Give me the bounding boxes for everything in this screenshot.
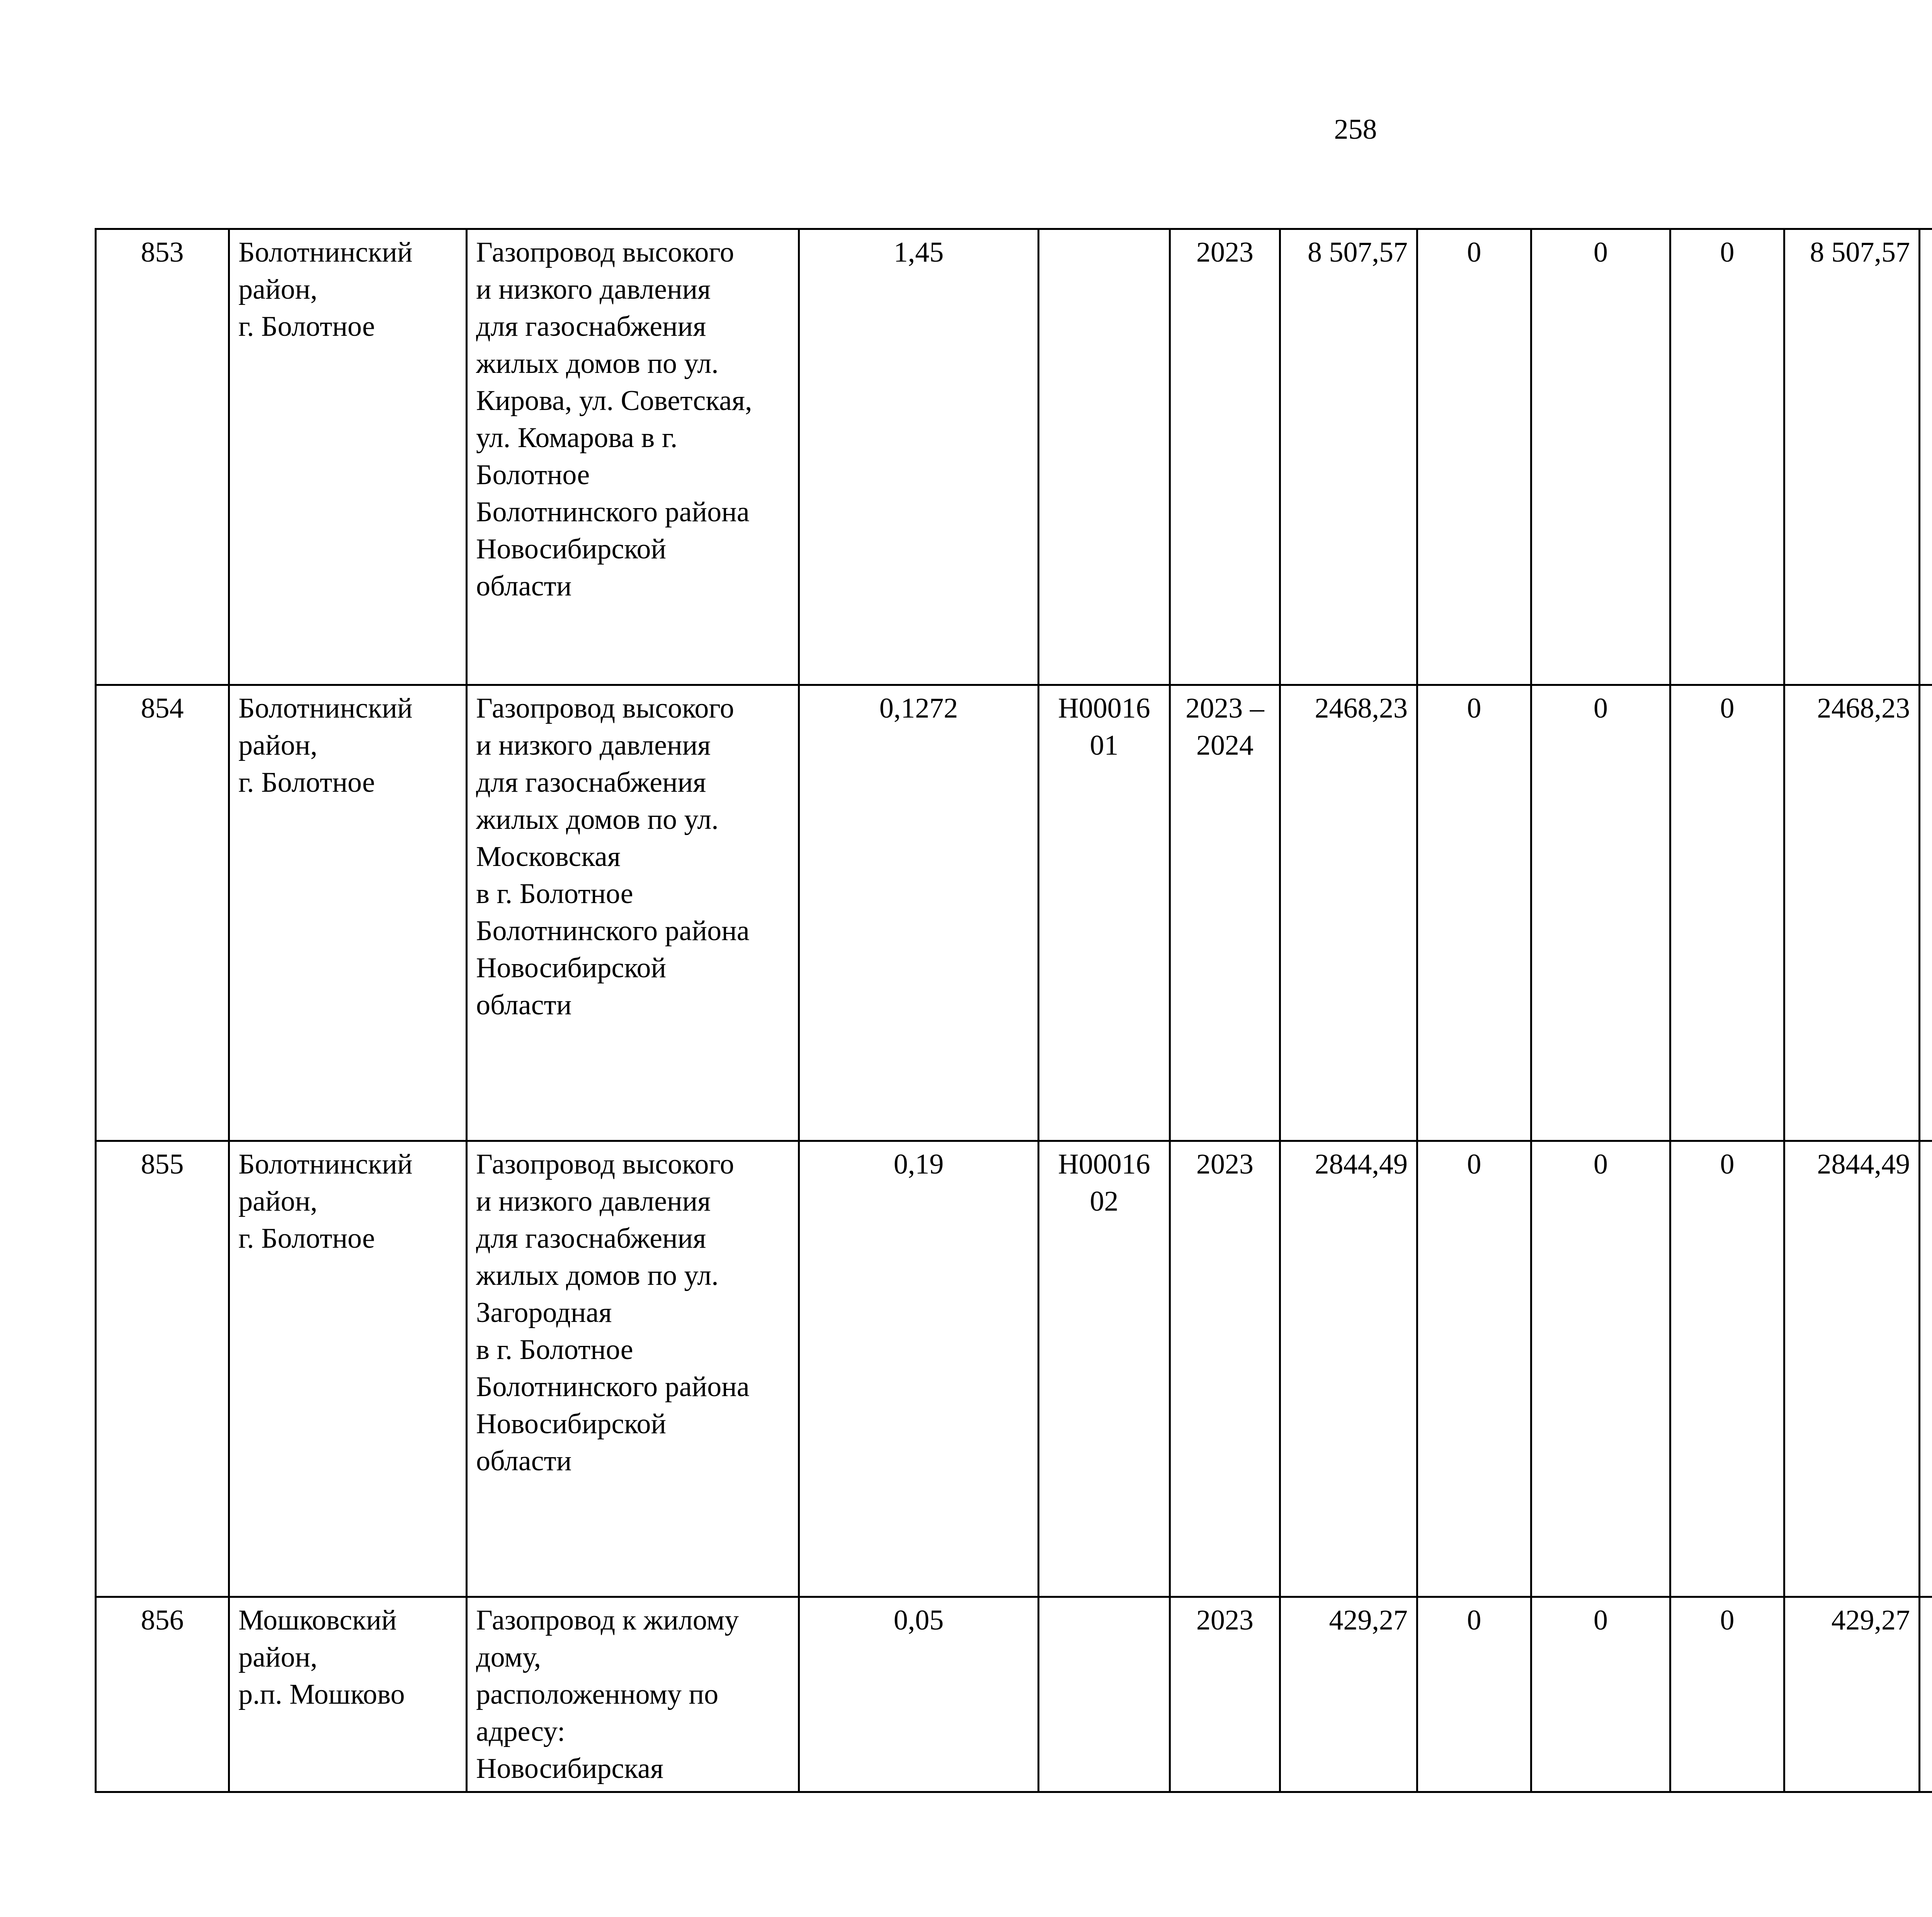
length-cell: 0,19 <box>799 1141 1039 1597</box>
amount-cell: 0 <box>1417 1141 1531 1597</box>
district-cell: Болотнинский район, г. Болотное <box>229 1141 467 1597</box>
amount-cell: 0 <box>1531 229 1670 685</box>
length-cell: 0,1272 <box>799 685 1039 1141</box>
total-cell: 429,27 <box>1280 1597 1417 1792</box>
amount-cell: 2844,49 <box>1784 1141 1920 1597</box>
district-cell: Болотнинский район, г. Болотное <box>229 229 467 685</box>
amount-cell: 429,27 <box>1784 1597 1920 1792</box>
district-cell: Мошковский район, р.п. Мошково <box>229 1597 467 1792</box>
amount-cell: 0 <box>1531 1141 1670 1597</box>
amount-cell: 0 <box>1670 1597 1784 1792</box>
years-cell: 2023 – 2024 <box>1170 685 1280 1141</box>
table-row <box>96 1597 1932 1792</box>
object-cell: Газопровод к жилому дому, расположенному по адресу: Новосибирская <box>467 1597 799 1792</box>
row-number: 856 <box>96 1597 229 1792</box>
amount-cell: 0 <box>1417 685 1531 1141</box>
row-number: 854 <box>96 685 229 1141</box>
page-number: 258 <box>1334 114 1377 145</box>
object-cell: Газопровод высокого и низкого давления для газоснабжения жилых домов по ул. Московская в г. Болотное Болотнинского района Новосибирской области <box>467 685 799 1141</box>
table-row <box>96 1141 1932 1597</box>
amount-cell: 0 <box>1531 685 1670 1141</box>
code-cell: Н00016 02 <box>1039 1141 1170 1597</box>
years-cell: 2023 <box>1170 1141 1280 1597</box>
object-cell: Газопровод высокого и низкого давления для газоснабжения жилых домов по ул. Кирова, ул. Советская, ул. Комарова в г. Болотное Болотнинского района Новосибирской области <box>467 229 799 685</box>
amount-cell: 0 <box>1670 1141 1784 1597</box>
amount-cell: 8 507,57 <box>1784 229 1920 685</box>
executor-cell <box>1920 1141 1932 1597</box>
gasification-table <box>95 228 1932 1793</box>
executor-cell <box>1920 229 1932 685</box>
amount-cell: 0 <box>1417 229 1531 685</box>
length-cell: 0,05 <box>799 1597 1039 1792</box>
row-number: 855 <box>96 1141 229 1597</box>
amount-cell: 2468,23 <box>1784 685 1920 1141</box>
length-cell: 1,45 <box>799 229 1039 685</box>
total-cell: 8 507,57 <box>1280 229 1417 685</box>
code-cell <box>1039 1597 1170 1792</box>
code-cell: Н00016 01 <box>1039 685 1170 1141</box>
table-row <box>96 685 1932 1141</box>
years-cell: 2023 <box>1170 1597 1280 1792</box>
amount-cell: 0 <box>1670 685 1784 1141</box>
code-cell <box>1039 229 1170 685</box>
amount-cell: 0 <box>1670 229 1784 685</box>
years-cell: 2023 <box>1170 229 1280 685</box>
object-cell: Газопровод высокого и низкого давления для газоснабжения жилых домов по ул. Загородная в г. Болотное Болотнинского района Новосибирской области <box>467 1141 799 1597</box>
amount-cell: 0 <box>1417 1597 1531 1792</box>
table-row <box>96 229 1932 685</box>
total-cell: 2844,49 <box>1280 1141 1417 1597</box>
row-number: 853 <box>96 229 229 685</box>
district-cell: Болотнинский район, г. Болотное <box>229 685 467 1141</box>
amount-cell: 0 <box>1531 1597 1670 1792</box>
executor-cell <box>1920 1597 1932 1792</box>
executor-cell <box>1920 685 1932 1141</box>
total-cell: 2468,23 <box>1280 685 1417 1141</box>
